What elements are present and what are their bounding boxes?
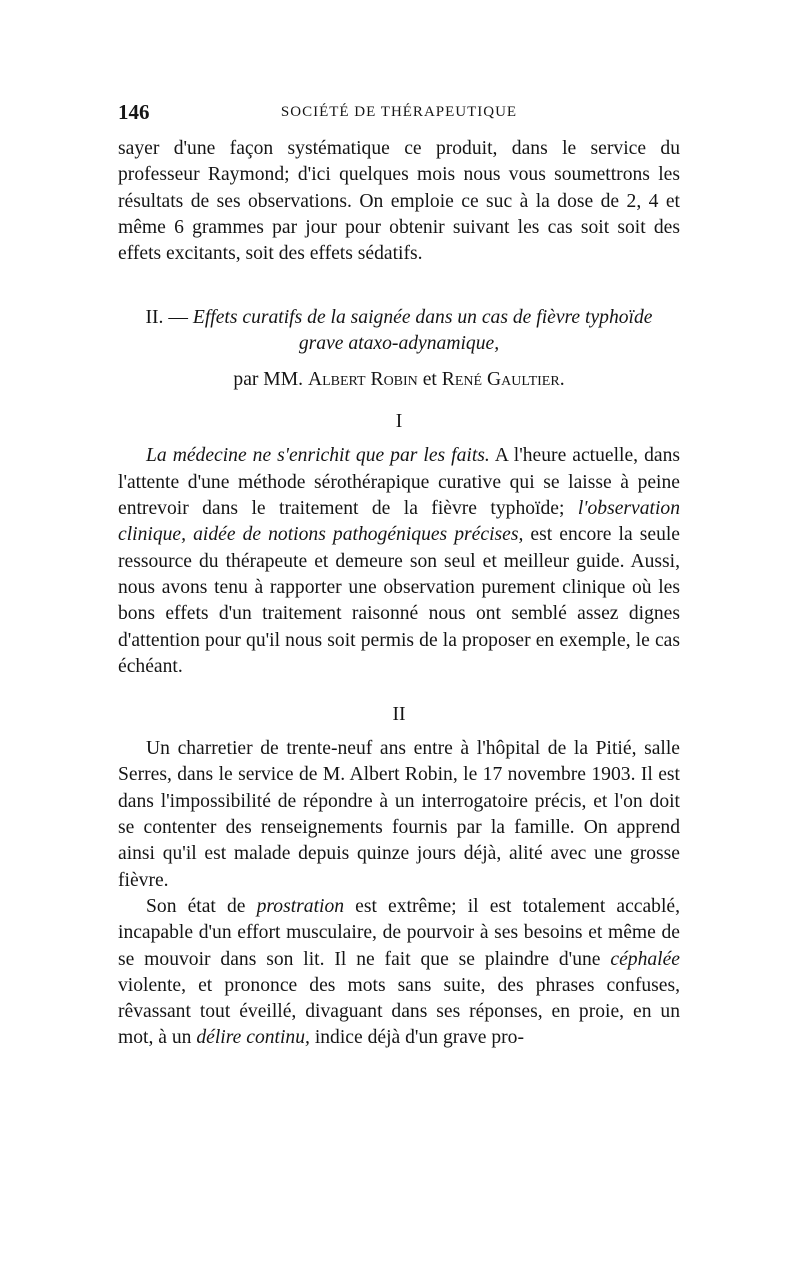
article-authors [118, 367, 680, 393]
p2-text-a: Son état de [146, 895, 257, 917]
author-1: Albert Robin [307, 369, 418, 391]
section-1-italic: l'observation clinique, aidée de notions pathogéniques précises, [118, 498, 680, 546]
p2-text-c: violente, et prononce des mots sans suite, des phrases confuses, rêvassant tout éveillé, divaguant dans ses réponses, en proie, en un mot, à un [118, 974, 680, 1049]
p2-italic-prostration: prostration [256, 895, 345, 917]
section-1-paragraph [118, 443, 680, 680]
p2-italic-delire: délire continu, [196, 1027, 310, 1049]
authors-and: et [422, 369, 437, 391]
p2-italic-cephalee: céphalée [610, 948, 680, 970]
authors-prefix: par MM. [233, 369, 304, 391]
article-number: II. [145, 307, 164, 329]
section-heading-1: I [395, 411, 403, 433]
article-title-line2: grave ataxo-adynamique, [298, 333, 500, 355]
intro-paragraph: sayer d'une façon systématique ce produit, dans le service du professeur Raymond; d'ici quelques mois nous vous soumettrons les résultats de ses observations. On emploie ce suc à la dose de 2, 4 et même 6 grammes par jour pour obtenir suivant les cas soit soit des effets excitants, soit des effets sédatifs. [118, 138, 680, 265]
running-header [118, 100, 680, 136]
section-heading-2: II [392, 704, 406, 726]
running-title: SOCIÉTÉ DE THÉRAPEUTIQUE [280, 104, 518, 120]
page-number: 146 [118, 100, 150, 124]
document-page [118, 100, 680, 1052]
section-1-lead: La médecine ne s'enrichit que par les faits. [146, 445, 490, 467]
p2-text-d: indice déjà d'un grave pro- [309, 1027, 524, 1049]
p2-text-b: est extrême; il est totalement accablé, incapable d'un effort musculaire, de pourvoir à ses besoins et même de se mouvoir dans son lit. Il ne fait que se plaindre d'une [118, 895, 680, 970]
article-title-line1: Effets curatifs de la saignée dans un cas de fièvre typhoïde [192, 307, 653, 329]
section-2-paragraph-1: Un charretier de trente-neuf ans entre à l'hôpital de la Pitié, salle Serres, dans le service de M. Albert Robin, le 17 novembre 1903. Il est dans l'impossibilité de répondre à un interrogatoire précis, et l'on doit se contenter des renseignements fournis par la famille. On apprend ainsi qu'il est malade depuis quinze jours déjà, alité avec une grosse fièvre. [118, 738, 680, 891]
article-title [118, 305, 680, 357]
section-1-text-b: est encore la seule ressource du thérapeute et demeure son seul et meilleur guide. Aussi, nous avons tenu à rapporter une observation purement clinique où les bons effets d'un traitement raisonné nous ont semblé assez dignes d'attention pour qu'il nous soit permis de la proposer en exemple, le cas échéant. [118, 524, 681, 677]
article-dash: — [168, 307, 188, 329]
section-2-paragraph-2 [118, 894, 680, 1052]
section-1-text-a: A l'heure actuelle, dans l'attente d'une méthode sérothérapique curative qui se laisse à peine entrevoir dans le traitement de la fièvre typhoïde; [118, 445, 680, 520]
author-2: René Gaultier. [441, 369, 565, 391]
